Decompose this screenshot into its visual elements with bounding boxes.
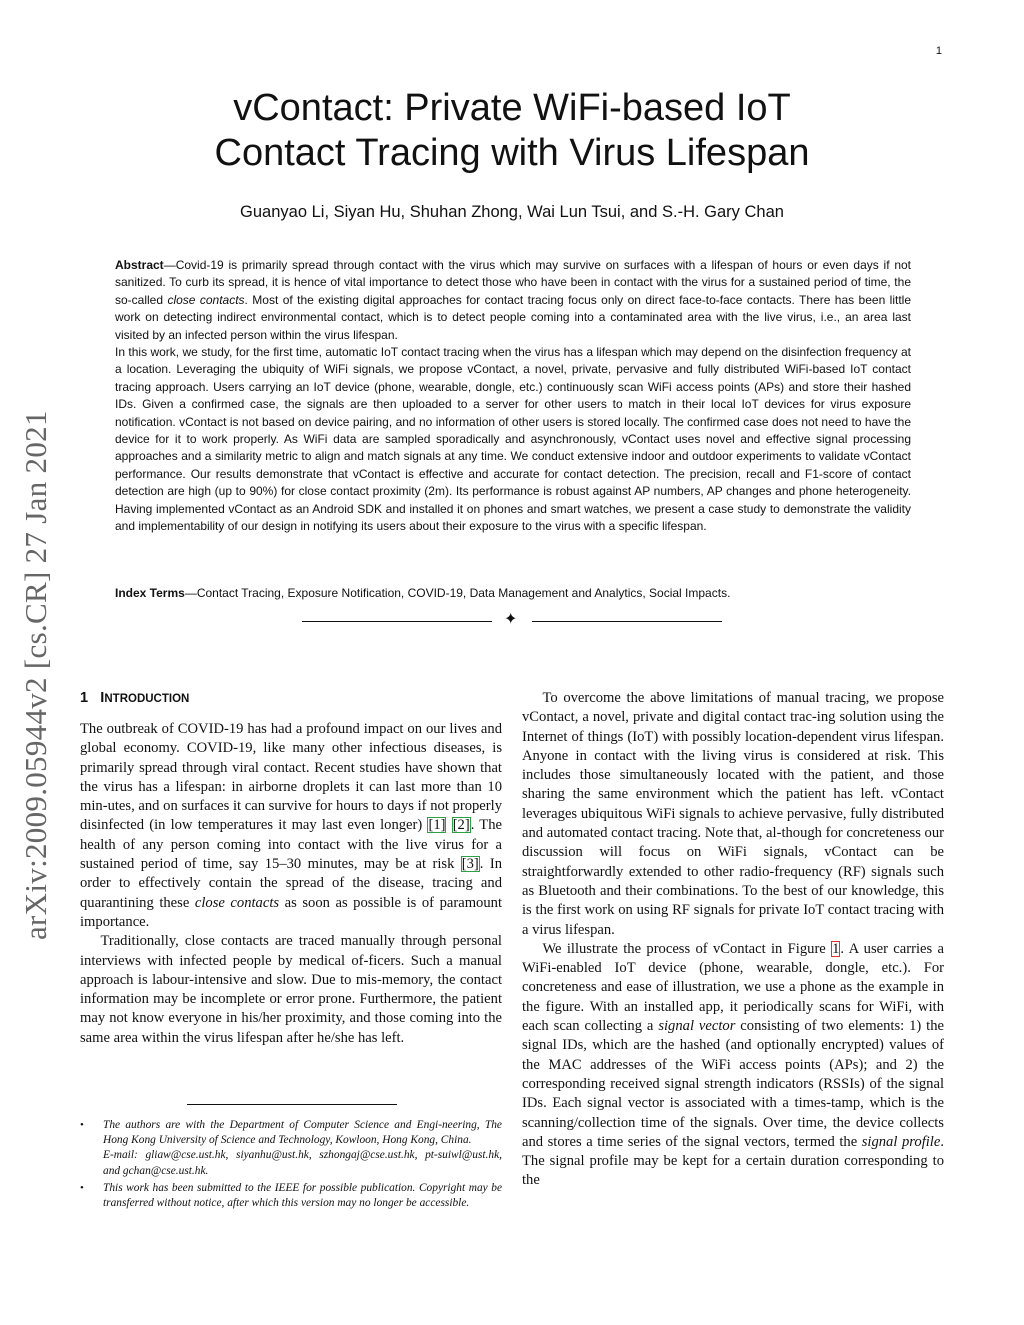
body-emphasis: signal vector [658, 1018, 736, 1035]
title-line-1: vContact: Private WiFi-based IoT [233, 87, 791, 129]
footnote-submission-notice [80, 1181, 502, 1211]
section-heading-introduction [80, 690, 189, 706]
left-column [80, 720, 502, 1048]
abstract-paragraph-1 [115, 257, 911, 344]
citation-link-1[interactable]: [1] [428, 817, 446, 834]
bullet-icon: • [80, 1181, 84, 1194]
body-text: as soon as possible is of paramount importance. [80, 894, 502, 930]
right-column [522, 689, 944, 1191]
footnote-rule [187, 1104, 397, 1105]
footnotes [80, 1118, 502, 1213]
abstract-text: . Most of the existing digital approaches for contact tracing focus only on direct face-to-face contacts. There has been little work on detecting indirect environmental contact, which is to detect people coming into a contaminated area with the live virus, i.e., an area last visited by an infected person within the virus lifespan. [115, 292, 912, 342]
author-list: Guanyao Li, Siyan Hu, Shuhan Zhong, Wai Lun Tsui, and S.-H. Gary Chan [240, 203, 784, 221]
body-text: . In order to effectively contain the spread of the disease, tracing and quarantining these [80, 856, 502, 911]
index-terms [115, 586, 911, 600]
body-emphasis: signal profile [861, 1133, 941, 1150]
body-text: We illustrate the process of vContact in Figure [542, 940, 832, 957]
index-terms-text: —Contact Tracing, Exposure Notification, COVID-19, Data Management and Analytics, Social Impacts. [184, 586, 731, 600]
separator-rule-left [302, 621, 492, 622]
abstract-label: Abstract [115, 258, 164, 272]
abstract-emphasis: close contacts [167, 292, 245, 307]
bullet-icon: • [80, 1119, 84, 1131]
arxiv-identifier-stamp: arXiv:2009.05944v2 [cs.CR] 27 Jan 2021 [18, 410, 53, 940]
abstract-text: —Covid-19 is primarily spread through contact with the virus which may survive on surfaces with a lifespan of hours or even days if not sanitized. To curb its spread, it is hence of vital importance to detect those who have been in contact with the virus for a sustained period of time, the so-called [115, 258, 911, 307]
body-text: . The signal profile may be kept for a certain duration corresponding to the [522, 1133, 944, 1189]
page-number: 1 [935, 45, 942, 57]
body-text: The outbreak of COVID-19 has had a profound impact on our lives and global economy. COVID-19, like many other infectious diseases, is primarily spread through viral contact. Recent studies have shown that the virus has a lifespan: in airborne droplets it can last more than 10 min-utes, and on surfaces it can survive for hours to days if not properly disinfected (in low temperatures it may last even longer) [80, 721, 502, 834]
citation-link-3[interactable]: [3] [461, 856, 479, 873]
body-text: consisting of two elements: 1) the signal IDs, which are the hashed (and optionally encrypted) values of the MAC addresses of the WiFi access points (APs); and 2) the corresponding received signal strength indicators (RSSIs) of the signal IDs. Each signal vector is associated with a times-tamp, which is the scanning/collection time of the signals. Over time, the device collects and stores a time series of the signal vectors, termed the [522, 1018, 944, 1150]
body-paragraph: Traditionally, close contacts are traced manually through personal interviews with infected people by medical of-ficers. Such a manual approach is labour-intensive and slow. Due to mis-memory, the contact information may be incomplete or error prone. Furthermore, the patient may not know everyone in his/her proximity, and those coming into the same area within the virus lifespan after he/she has left. [80, 933, 502, 1046]
section-title-initial: I [100, 690, 105, 706]
footnote-affiliation [80, 1118, 502, 1179]
footnote-text: This work has been submitted to the IEEE for possible publication. Copyright may be transferred without notice, after which this version may no longer be accessible. [103, 1181, 502, 1210]
body-paragraph: To overcome the above limitations of manual tracing, we propose vContact, a novel, private and digital contact trac-ing solution using the Internet of things (IoT) with possibly location-dependent virus lifespan. Anyone in contact with the living virus is considered at risk. This includes those simultaneously located with the patient, and those sharing the same environment which the patient has left. vContact leverages ubiquitous WiFi signals to achieve pervasive, fully distributed and automated contact tracing. Note that, al-though for concreteness our discussion will focus on WiFi signals, vContact can be straightforwardly extended to other radio-frequency (RF) signals such as Bluetooth and their combinations. To the best of our knowledge, this is the first work on using RF signals for private IoT contact tracing with a virus lifespan. [522, 690, 944, 938]
separator-rule-right [532, 621, 722, 622]
body-paragraph [522, 940, 944, 1191]
abstract-paragraph-2: In this work, we study, for the first time, automatic IoT contact tracing when the virus has a lifespan which may depend on the disinfection frequency at a location. Leveraging the ubiquity of WiFi signals, we propose vContact, a novel, private, pervasive and fully distributed WiFi-based IoT contact tracing approach. Users carrying an IoT device (phone, wearable, dongle, etc.) continuously scan WiFi access points (APs) and store their hashed IDs. Given a confirmed case, the signals are then uploaded to a server for other users to match in their local IoT devices for virus exposure notification. vContact is not based on device pairing, and no information of other users is stored locally. The confirmed case does not need to have the device for it to work properly. As WiFi data are sampled sporadically and asynchronously, vContact uses novel and effective signal processing approaches and a similarity metric to align and match signals at any time. We conduct extensive indoor and outdoor experiments to validate vContact performance. Our results demonstrate that vContact is effective and accurate for contact detection. The precision, recall and F1-score of contact detection are high (up to 90%) for close contact proximity (2m). Its performance is robust against AP numbers, AP changes and phone heterogeneity. Having implemented vContact as an Android SDK and installed it on phones and smart watches, we present a case study to demonstrate the validity and implementability of our design in notifying its users about their exposure to the virus with a specific lifespan. [115, 345, 911, 534]
footnote-email: E-mail: gliaw@cse.ust.hk, siyanhu@ust.hk, szhongaj@cse.ust.hk, pt-suiwl@ust.hk, and gchan@cse.ust.hk. [103, 1149, 502, 1177]
body-text: . The health of any person coming into contact with the live virus for a sustained period of time, say 15–30 minutes, may be at risk [80, 817, 502, 873]
body-emphasis: close contacts [194, 894, 280, 911]
citation-link-2[interactable]: [2] [452, 817, 470, 834]
index-terms-label: Index Terms [115, 586, 185, 600]
paper-title [100, 86, 924, 176]
separator-diamond-icon: ✦ [504, 611, 518, 628]
section-number: 1 [80, 690, 89, 706]
section-title-rest: NTRODUCTION [104, 693, 190, 705]
title-line-2: Contact Tracing with Virus Lifespan [214, 132, 810, 174]
body-paragraph [80, 720, 502, 932]
abstract [115, 257, 911, 536]
body-text: . A user carries a WiFi-enabled IoT device (phone, wearable, dongle, etc.). For concreteness and ease of illustration, we use a phone as the example in the figure. With an installed app, it periodically scans for WiFi, with each scan collecting a [522, 940, 944, 1035]
footnote-text: The authors are with the Department of Computer Science and Engi-neering, The Hong Kong University of Science and Technology, Kowloon, Hong Kong, China. [103, 1119, 502, 1147]
figure-link-1[interactable]: 1 [832, 940, 840, 957]
